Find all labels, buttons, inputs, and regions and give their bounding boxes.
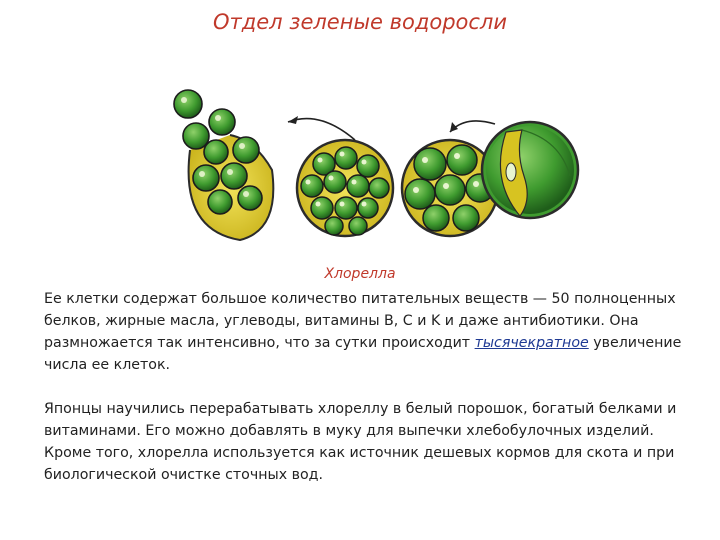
stage-release [174, 90, 273, 240]
stage-many-daughters [297, 140, 393, 236]
page-title: Отдел зеленые водоросли [212, 10, 508, 34]
arrow-icon [288, 119, 355, 140]
figure-caption: Хлорелла [324, 266, 396, 282]
paragraph-text: Ее клетки содержат большое количество питательных веществ — 50 полноценных белков, жирные масла, углеводы, витамины B, C и K и даже антибиотики. Она размножается так интенсивно, что за сутки происходит [44, 291, 676, 351]
inline-link[interactable]: тысячекратное [474, 335, 589, 351]
chlorella-lifecycle-illustration [160, 80, 580, 250]
stage-mature-cell [482, 122, 578, 218]
paragraph-nutrition [44, 288, 694, 376]
paragraph-text: увеличение числа ее клеток. [44, 335, 682, 373]
arrow-icon [450, 121, 495, 132]
paragraph-usage: Японцы научились перерабатывать хлореллу в белый порошок, богатый белками и витаминами. Его можно добавлять в муку для выпечки хлебобулочных изделий. Кроме того, хлорелла используется как источник дешевых кормов для скота и при биологической очистке сточных вод. [44, 401, 677, 483]
